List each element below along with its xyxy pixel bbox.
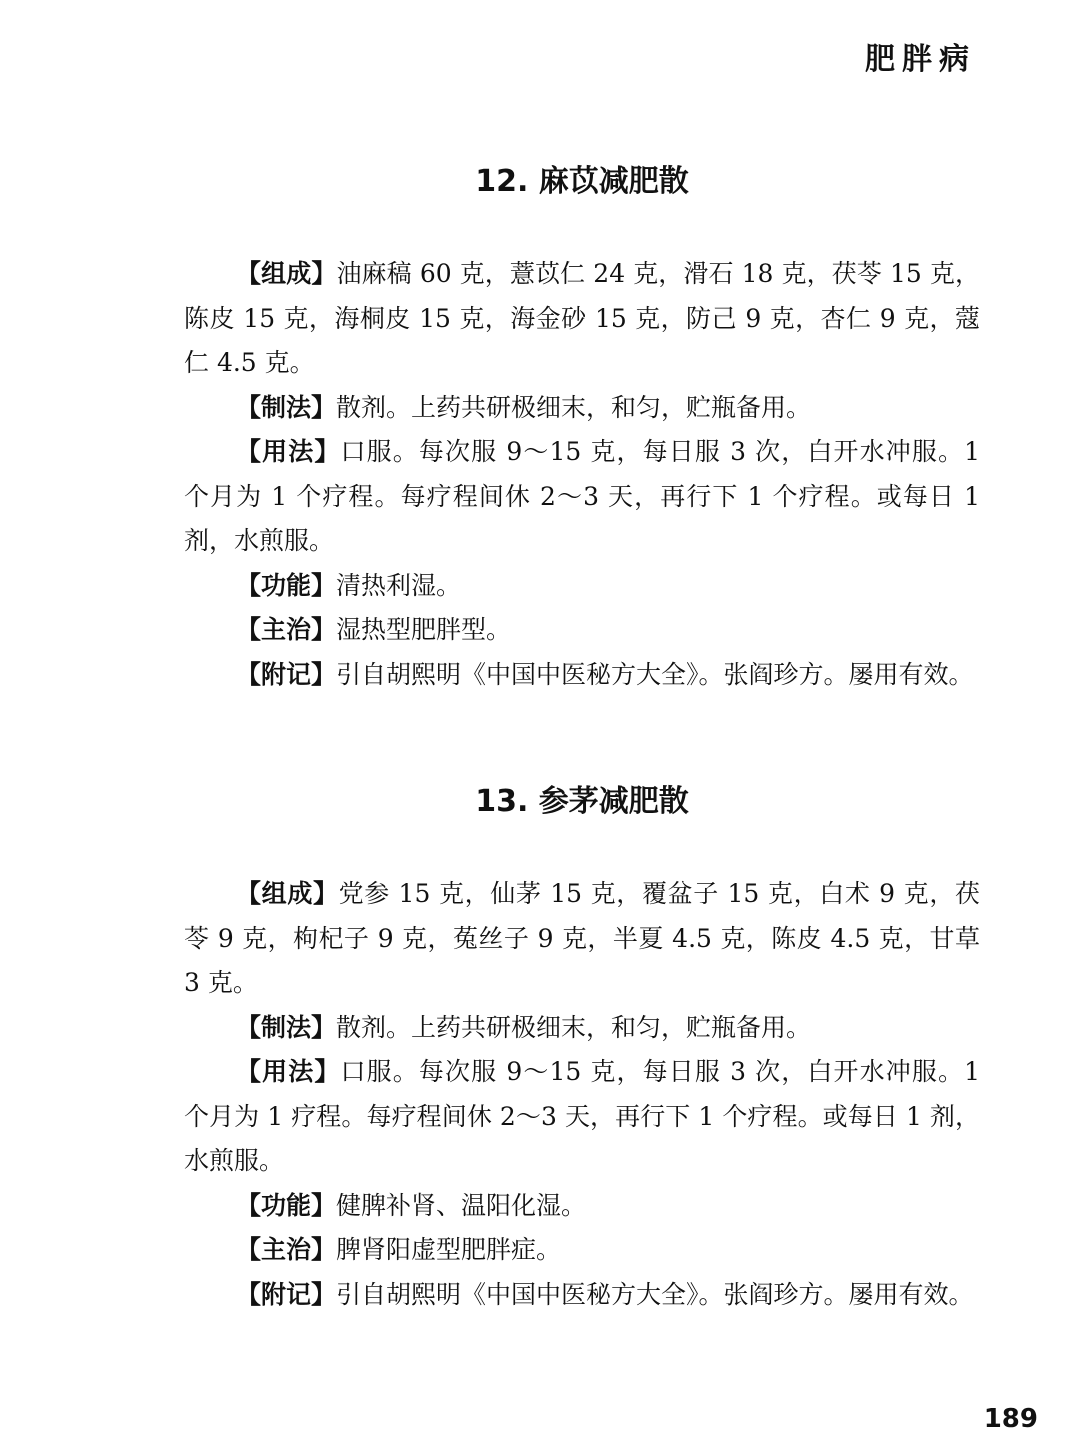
entry-text: 党参 15 克，仙茅 15 克，覆盆子 15 克，白术 9 克，茯苓 9 克，枸杞子 9 克，菟丝子 9 克，半夏 4.5 克，陈皮 4.5 克，甘草 3 克。 (184, 879, 980, 997)
entry-label: 【组成】 (236, 259, 337, 288)
entry-label: 【功能】 (236, 570, 337, 600)
entry-composition (184, 252, 980, 386)
entry-label: 【制法】 (236, 1012, 337, 1042)
entry-text: 健脾补肾、温阳化湿。 (336, 1190, 587, 1220)
entry-text: 散剂。上药共研极细末，和匀，贮瓶备用。 (336, 392, 812, 422)
entry-label: 【附记】 (236, 1279, 337, 1309)
running-head: 肥胖病 (865, 42, 976, 77)
entry-label: 【主治】 (236, 615, 337, 644)
entry-text: 油麻稿 60 克，薏苡仁 24 克，滑石 18 克，茯苓 15 克，陈皮 15 克，海桐皮 15 克，海金砂 15 克，防己 9 克，杏仁 9 克，蔻仁 4.5 克。 (184, 259, 980, 377)
entry-composition (184, 872, 980, 1006)
entry-indication (184, 608, 980, 653)
entry-preparation (184, 386, 980, 431)
entry-note (184, 653, 980, 698)
entry-usage (184, 1050, 980, 1184)
recipe-title: 13. 参茅减肥散 (475, 784, 689, 819)
entry-indication (184, 1228, 980, 1273)
page-number: 189 (983, 1404, 1038, 1434)
entry-text: 脾肾阳虚型肥胖症。 (336, 1235, 562, 1264)
entry-text: 湿热型肥胖型。 (336, 615, 512, 644)
entry-text: 口服。每次服 9～15 克，每日服 3 次，白开水冲服。1 个月为 1 疗程。每疗程间休 2～3 天，再行下 1 个疗程。或每日 1 剂，水煎服。 (184, 1057, 980, 1175)
entry-function (184, 564, 980, 609)
entry-text: 清热利湿。 (336, 570, 462, 600)
entry-text: 散剂。上药共研极细末，和匀，贮瓶备用。 (336, 1012, 812, 1042)
entry-label: 【用法】 (236, 1057, 341, 1086)
entry-label: 【组成】 (236, 879, 339, 908)
entry-label: 【功能】 (236, 1190, 337, 1220)
entry-label: 【主治】 (236, 1235, 337, 1264)
recipe-title: 12. 麻苡减肥散 (475, 164, 689, 199)
entry-label: 【制法】 (236, 392, 337, 422)
entry-text: 口服。每次服 9～15 克，每日服 3 次，白开水冲服。1 个月为 1 个疗程。每疗程间休 2～3 天，再行下 1 个疗程。或每日 1 剂，水煎服。 (184, 437, 980, 555)
entry-usage (184, 430, 980, 564)
entry-function (184, 1184, 980, 1229)
recipe-section-13 (184, 780, 980, 1317)
recipe-section-12 (184, 160, 980, 697)
entry-label: 【用法】 (236, 437, 341, 466)
entry-preparation (184, 1006, 980, 1051)
entry-text: 引自胡熙明《中国中医秘方大全》。张阎珍方。屡用有效。 (336, 1279, 974, 1309)
entry-label: 【附记】 (236, 659, 337, 689)
entry-text: 引自胡熙明《中国中医秘方大全》。张阎珍方。屡用有效。 (336, 659, 974, 689)
entry-note (184, 1273, 980, 1318)
